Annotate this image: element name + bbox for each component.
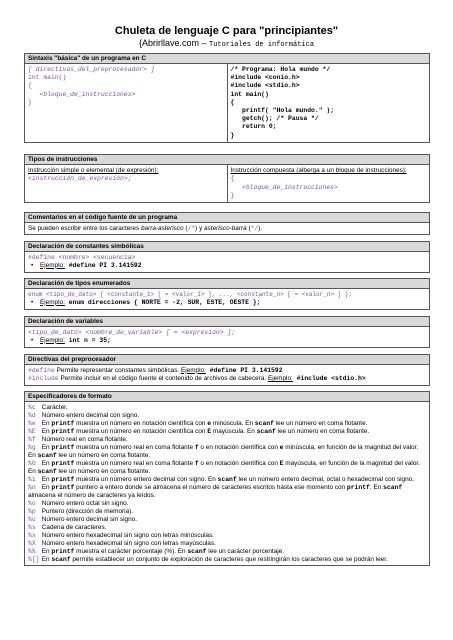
define-directive: #define Permite representar constantes simbólicas. Ejemplo: #define PI 3.141592	[28, 366, 283, 374]
syntax-heading: Sintaxis "básica" de un programa en C	[25, 54, 429, 64]
format-specifiers-list	[25, 402, 429, 565]
format-spec: %G	[28, 459, 36, 467]
syntax-generic	[25, 64, 227, 142]
format-row	[28, 484, 426, 500]
format-description: En scanf permite establecer un conjunto de exploración de caracteres que restringirán los caracteres que se podrán leer.	[41, 555, 388, 563]
format-description: En printf muestra un número real en coma flotante f o en notación científica con E mayúscula, en función de la magnitud del valor. En scanf lee un número en coma flotante.	[28, 459, 420, 475]
format-description: Número entero decimal con signo.	[41, 411, 140, 419]
preprocessor-heading: Directivas del preprocesador	[25, 355, 429, 365]
format-description: En printf muestra un número en notación científica con e minúscula. En scanf lee un número en coma flotante.	[41, 419, 368, 427]
enums-section	[24, 278, 430, 310]
comments-heading: Comentarios en el código fuente de un programa	[25, 213, 429, 223]
enums-heading: Declaración de tipos enumerados	[25, 279, 429, 289]
instructions-heading: Tipos de instrucciones	[25, 155, 429, 165]
include-directive: #include Permite incluir en el código fuente el contenido de archivos de cabecera. Ejemplo: #include <stdio.h>	[28, 374, 366, 382]
syntax-line: }	[28, 98, 32, 106]
format-row	[28, 420, 426, 428]
format-spec: %i	[28, 475, 36, 483]
syntax-example	[227, 64, 430, 142]
format-spec: %g	[28, 443, 36, 451]
format-row	[28, 516, 426, 524]
format-row	[28, 436, 426, 444]
enums-example: • Ejemplo: enum direcciones { NORTE = -2, SUR, ESTE, OESTE };	[31, 298, 261, 306]
format-description: Número entero decimal sin signo.	[41, 515, 137, 523]
format-spec: %X	[28, 539, 36, 547]
format-description: En printf muestra un número real en coma flotante f o en notación científica con e minúscula, en función de la magnitud del valor. En scanf lee un número en coma flotante.	[28, 443, 419, 459]
comments-section	[24, 212, 430, 235]
format-spec: %[]	[28, 555, 40, 563]
format-row	[28, 428, 426, 436]
constants-syntax: #define <nombre> <secuencia>	[28, 253, 136, 261]
example-line: {	[230, 98, 235, 106]
format-specifiers-section	[24, 391, 430, 566]
page-subtitle: {Abrirllave.com – Tutoriales de informática	[138, 38, 315, 49]
format-description: Número entero hexadecimal sin signo con letras mayúsculas.	[41, 539, 216, 547]
format-spec: %E	[28, 427, 36, 435]
variables-section	[24, 316, 430, 348]
format-spec: %e	[28, 419, 36, 427]
variables-example: • Ejemplo: int n = 35;	[31, 336, 111, 344]
example-line: int main()	[230, 90, 269, 98]
format-description: En printf puntero a entero donde se almacena el número de caracteres escritos hasta ese momento con printf. En scanf almacena el número de caracteres ya leídos.	[28, 483, 403, 499]
compound-instruction	[227, 165, 430, 202]
format-row	[28, 508, 426, 516]
format-specifiers-heading: Especificadores de formato	[25, 392, 429, 402]
instructions-section	[24, 154, 430, 203]
simple-code: <instrucción_de_expresión>;	[28, 175, 132, 183]
syntax-line: int main()	[28, 74, 67, 82]
format-row	[28, 476, 426, 484]
bullet-icon: •	[31, 336, 34, 344]
example-line: /* Programa: Hola mundo */	[230, 66, 331, 73]
bullet-icon: •	[31, 298, 34, 306]
format-description: Puntero (dirección de memoria).	[41, 507, 134, 515]
syntax-section	[24, 53, 430, 143]
format-row	[28, 412, 426, 420]
example-line: #include <conio.h>	[230, 74, 300, 82]
preprocessor-section	[24, 354, 430, 386]
constants-example: • Ejemplo: #define PI 3.141592	[31, 261, 142, 269]
format-spec: %d	[28, 411, 36, 419]
format-spec: %%	[28, 547, 36, 555]
format-row	[28, 556, 426, 564]
format-description: En printf muestra un número entero decimal con signo. En scanf lee un número entero decimal, octal o hexadecimal con signo.	[41, 475, 414, 483]
format-description: Cadena de caracteres.	[41, 523, 107, 531]
simple-label: Instrucción simple o elemental (de expresión):	[28, 167, 159, 174]
bullet-icon: •	[31, 261, 34, 269]
example-line: }	[230, 131, 235, 139]
compound-line: }	[230, 191, 235, 199]
format-row	[28, 548, 426, 556]
comments-text: Se pueden escribir entre los caracteres barra-asterisco (/*) y asterisco-barra (*/).	[28, 224, 263, 232]
constants-heading: Declaración de constantes simbólicas	[25, 242, 429, 252]
enums-syntax: enum <tipo_de_dato> { <constante_1> [ = <valor_1> ], ..., <constante_n> [ = <valor_n> ] };	[28, 290, 353, 298]
format-spec: %s	[28, 523, 36, 531]
format-row	[28, 404, 426, 412]
compound-line: {	[230, 175, 235, 183]
format-spec: %o	[28, 499, 36, 507]
format-row	[28, 532, 426, 540]
format-description: Número entero hexadecimal sin signo con letras minúsculas.	[41, 531, 215, 539]
format-spec: %n	[28, 483, 36, 491]
variables-heading: Declaración de variables	[25, 317, 429, 327]
format-row	[28, 500, 426, 508]
format-description: En printf muestra un número en notación científica con E mayúscula. En scanf lee un número en coma flotante.	[41, 427, 370, 435]
format-spec: %p	[28, 507, 36, 515]
constants-section	[24, 241, 430, 273]
example-line: getch(); /* Pausa */	[230, 115, 319, 123]
syntax-line: [ directivas_del_preprocesador> ]	[28, 66, 155, 73]
brace-logo: {	[138, 38, 142, 48]
format-row	[28, 460, 426, 476]
format-description: Número entero octal sin signo.	[41, 499, 129, 507]
format-spec: %x	[28, 531, 36, 539]
page-title: Chuleta de lenguaje C para "principiantes"	[114, 25, 339, 37]
example-line: return 0;	[230, 123, 277, 131]
syntax-line: {	[28, 82, 32, 90]
format-row	[28, 540, 426, 548]
page-header	[0, 24, 453, 51]
format-spec: %c	[28, 403, 36, 411]
format-spec: %u	[28, 515, 36, 523]
format-description: Número real en coma flotante.	[41, 435, 128, 443]
compound-label: Instrucción compuesta (alberga a un bloque de instrucciones):	[230, 167, 407, 174]
format-description: En printf muestra el carácter porcentaje (%). En scanf lee un carácter porcentaje.	[41, 547, 284, 555]
compound-line: <bloque_de_instrucciones>	[230, 183, 338, 191]
format-row	[28, 444, 426, 460]
format-description: Carácter.	[41, 403, 68, 411]
simple-instruction	[25, 165, 227, 202]
format-row	[28, 524, 426, 532]
example-line: #include <stdio.h>	[230, 82, 300, 90]
format-spec: %f	[28, 435, 36, 443]
tutorials-label: Tutoriales de informática	[209, 41, 315, 49]
example-line: printf( "Hola mundo." );	[230, 107, 335, 115]
site-name[interactable]: Abrirllave.com	[141, 38, 199, 48]
variables-syntax: <tipo_de_dato> <nombre_de_variable> [ = <expresión> ];	[28, 328, 236, 336]
syntax-line: <bloque_de_instrucciones>	[28, 90, 136, 98]
